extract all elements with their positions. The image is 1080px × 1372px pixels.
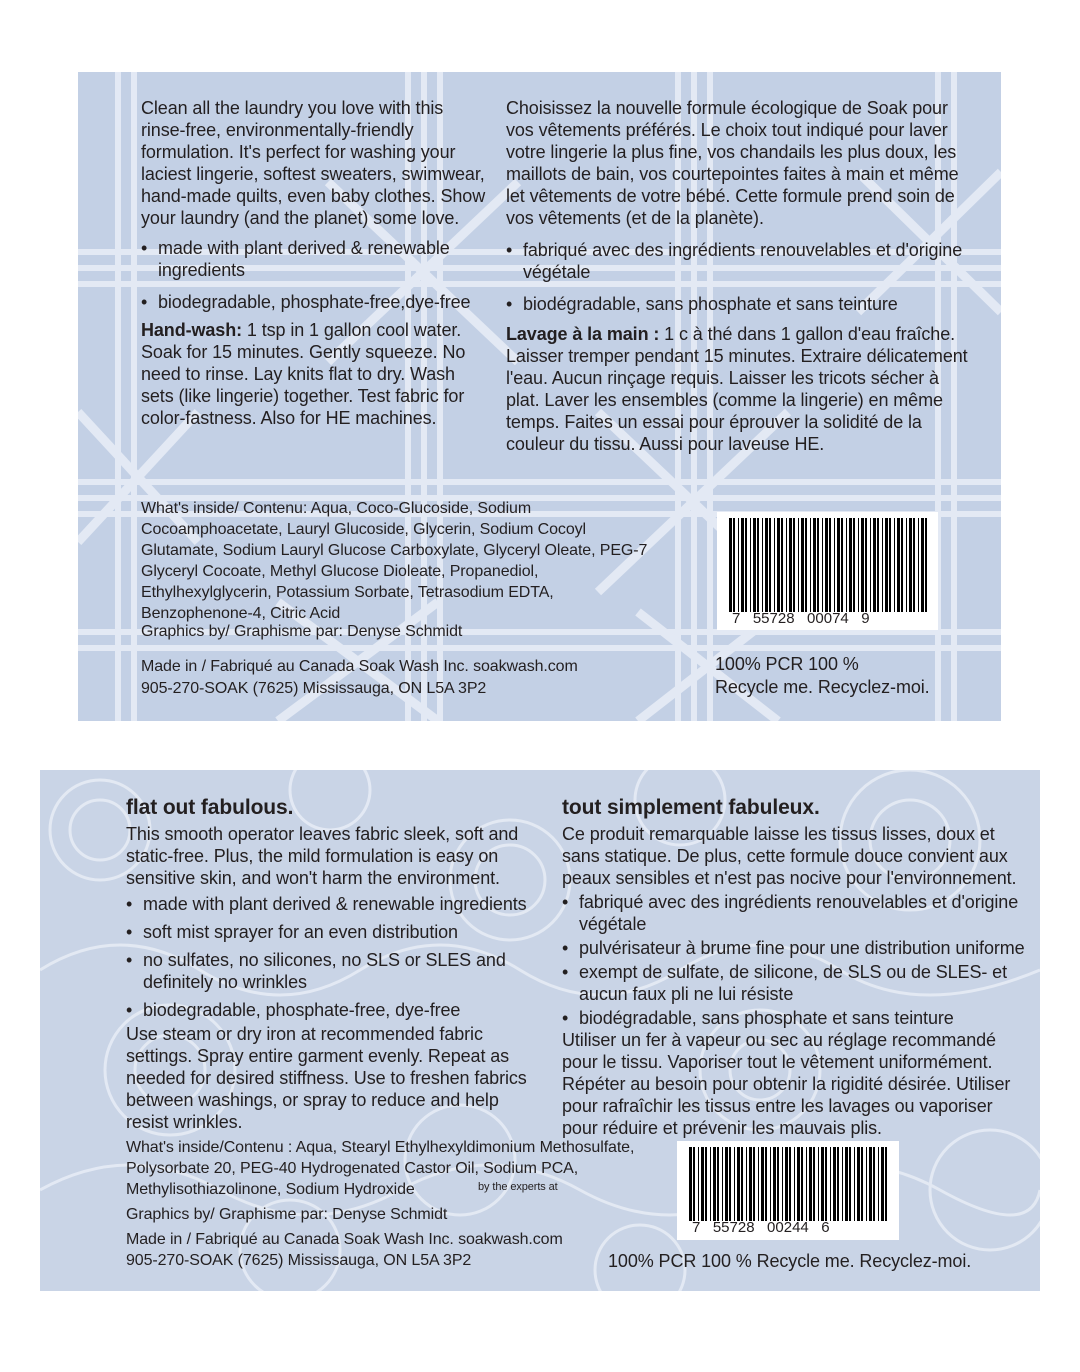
list-item: • biodégradable, sans phosphate et sans teinture <box>506 293 976 315</box>
barcode-bar <box>801 518 804 612</box>
intro-text-fr: Ce produit remarquable laisse les tissus lisses, doux et sans statique. De plus, cette formule douce convient aux peaux sensibles et n'est pas nocive pour l'environnement. <box>562 824 1017 888</box>
barcode-bar <box>897 518 900 612</box>
barcode-bar <box>749 1147 752 1221</box>
barcode-bar <box>797 1147 800 1221</box>
barcode-bar <box>921 518 924 612</box>
usage-instructions: Use steam or dry iron at recommended fabric settings. Spray entire garment evenly. Repeat as needed for desired stiffness. Use to freshen fabrics between washings, or spray to reduce and help resist wrinkles. <box>126 1024 527 1132</box>
barcode-bar <box>837 1147 839 1221</box>
barcode-bar <box>745 518 747 612</box>
pcr-recycle-text: 100% PCR 100 % Recycle me. Recyclez-moi. <box>608 1251 972 1271</box>
barcode-bar <box>806 1147 807 1221</box>
experts-text: by the experts at <box>478 1181 558 1193</box>
list-item: • pulvérisateur à brume fine pour une distribution uniforme <box>562 937 1032 959</box>
barcode <box>677 1141 899 1240</box>
english-description <box>141 97 486 429</box>
barcode-bar <box>901 518 903 612</box>
graphics-credit: Graphics by/ Graphisme par: Denyse Schmidt <box>141 623 463 640</box>
barcode-bar <box>825 1147 827 1221</box>
barcode-bar <box>762 518 763 612</box>
list-item: • soft mist sprayer for an even distribution <box>126 921 546 943</box>
barcode-bar <box>774 518 775 612</box>
barcode-bar <box>878 1147 879 1221</box>
barcode-bar <box>854 1147 855 1221</box>
list-item: • fabriqué avec des ingrédients renouvelables et d'origine végétale <box>562 891 1032 935</box>
barcode-bar <box>769 518 771 612</box>
feature-list <box>126 893 546 1021</box>
barcode-bar <box>753 518 756 612</box>
barcode-bar <box>858 518 859 612</box>
barcode-bar <box>861 1147 863 1221</box>
barcode-bar <box>798 518 799 612</box>
barcode-bar <box>842 1147 843 1221</box>
barcode-bar <box>689 1147 692 1221</box>
barcode-bar <box>853 518 855 612</box>
barcode-bar <box>833 1147 836 1221</box>
recycle-text: Recycle me. Recyclez-moi. <box>715 677 930 697</box>
barcode-bar <box>861 518 864 612</box>
barcode-bar <box>789 518 792 612</box>
barcode-digits: 7 55728 00244 6 <box>692 1219 830 1236</box>
barcode-bar <box>810 518 811 612</box>
barcode-bar <box>913 518 915 612</box>
made-in-info: Made in / Fabriqué au Canada Soak Wash Inc. soakwash.com <box>141 658 578 675</box>
barcode-bar <box>885 1147 887 1221</box>
barcode-bar <box>821 1147 824 1221</box>
product-label-flatter <box>40 770 1040 1291</box>
barcode-bar <box>717 1147 719 1221</box>
list-item: • made with plant derived & renewable ingredients <box>126 893 546 915</box>
barcode-bar <box>801 1147 803 1221</box>
barcode-bar <box>881 1147 884 1221</box>
barcode-bar <box>857 1147 860 1221</box>
feature-list-fr <box>506 239 976 315</box>
barcode-bar <box>834 518 835 612</box>
barcode-bar <box>705 1147 707 1221</box>
english-title: flat out fabulous. <box>126 796 294 819</box>
barcode <box>717 512 938 630</box>
barcode-bar <box>738 518 739 612</box>
ingredients-list: What's inside/Contenu : Aqua, Stearyl Ethylhexyldimonium Methosulfate, Polysorbate 20, PEG-40 Hydrogenated Castor Oil, Sodium PCA, Methylisothiazolinone, Sodium Hydroxide <box>126 1139 635 1198</box>
list-item: • made with plant derived & renewable ingredients <box>141 237 486 281</box>
barcode-bar <box>741 518 744 612</box>
barcode-digits: 7 55728 00074 9 <box>732 610 870 627</box>
barcode-bar <box>809 1147 812 1221</box>
list-item: • biodegradable, phosphate-free, dye-free <box>126 999 546 1021</box>
barcode-bar <box>909 518 912 612</box>
barcode-bar <box>841 518 843 612</box>
barcode-bar <box>746 1147 747 1221</box>
barcode-bar <box>830 1147 831 1221</box>
barcode-bar <box>894 518 895 612</box>
product-label-soak <box>78 72 1001 721</box>
barcode-bar <box>750 518 751 612</box>
barcode-bar <box>729 518 732 612</box>
barcode-bar <box>786 518 787 612</box>
barcode-bar <box>725 1147 728 1221</box>
barcode-bar <box>693 1147 695 1221</box>
list-item: • no sulfates, no silicones, no SLS or SLES and definitely no wrinkles <box>126 949 546 993</box>
list-item: • biodegradable, phosphate-free,dye-free <box>141 291 486 313</box>
pcr-text: 100% PCR 100 % <box>715 654 859 674</box>
barcode-bar <box>805 518 807 612</box>
hand-wash-text: 1 tsp in 1 gallon cool water. Soak for 15 minutes. Gently squeeze. No need to rinse. Lay knits flat to dry. Wash sets (like lingerie) together. Test fabric for color-fastness. Also for HE machines. <box>141 320 466 428</box>
barcode-bar <box>777 1147 779 1221</box>
barcode-bar <box>765 518 768 612</box>
hand-wash-instructions-fr <box>506 323 976 455</box>
made-in-info: Made in / Fabriqué au Canada Soak Wash Inc. soakwash.com <box>126 1231 563 1248</box>
barcode-bar <box>698 1147 699 1221</box>
french-description <box>506 97 976 455</box>
barcode-bar <box>845 1147 848 1221</box>
barcode-bar <box>757 518 759 612</box>
barcode-bar <box>813 518 816 612</box>
barcode-bar <box>741 1147 743 1221</box>
barcode-bar <box>793 518 795 612</box>
barcode-bars <box>717 512 938 612</box>
barcode-bar <box>918 518 919 612</box>
barcode-bar <box>782 1147 783 1221</box>
barcode-bar <box>846 518 847 612</box>
barcode-bar <box>873 518 876 612</box>
hand-wash-text-fr: 1 c à thé dans 1 gallon d'eau fraîche. Laisser tremper pendant 15 minutes. Extraire délicatement l'eau. Aucun rinçage requis. Laisser les tricots sécher à plat. Laver les ensembles (comme la lingerie) en même temps. Faites un essai pour éprouver la solidité de la couleur du tissu. Aussi pour laveuse HE. <box>506 324 968 454</box>
barcode-bar <box>785 1147 788 1221</box>
hand-wash-label: Hand-wash: <box>141 320 243 340</box>
barcode-bar <box>758 1147 759 1221</box>
barcode-bar <box>713 1147 716 1221</box>
feature-list-fr <box>562 891 1032 1029</box>
barcode-bar <box>729 1147 731 1221</box>
barcode-bar <box>925 518 927 612</box>
barcode-bar <box>761 1147 764 1221</box>
barcode-bar <box>722 1147 723 1221</box>
barcode-bar <box>813 1147 815 1221</box>
barcode-bar <box>889 518 891 612</box>
phone-address: 905-270-SOAK (7625) Mississauga, ON L5A 3P2 <box>126 1252 472 1269</box>
barcode-bar <box>837 518 840 612</box>
barcode-bar <box>701 1147 704 1221</box>
barcode-bar <box>710 1147 711 1221</box>
barcode-bar <box>773 1147 776 1221</box>
barcode-bar <box>753 1147 755 1221</box>
barcode-bar <box>866 1147 867 1221</box>
intro-text: Clean all the laundry you love with this rinse-free, environmentally-friendly formulation. It's perfect for washing your laciest lingerie, softest sweaters, swimwear, hand-made quilts, even baby clothes. Show your laundry (and the planet) some love. <box>141 98 486 228</box>
intro-text: This smooth operator leaves fabric sleek, soft and static-free. Plus, the mild formulation is easy on sensitive skin, and won't harm the environment. <box>126 824 519 888</box>
feature-list <box>141 237 486 313</box>
barcode-bar <box>825 518 828 612</box>
barcode-bar <box>849 1147 851 1221</box>
hand-wash-instructions <box>141 319 486 429</box>
hand-wash-label-fr: Lavage à la main : <box>506 324 660 344</box>
list-item: • fabriqué avec des ingrédients renouvelables et d'origine végétale <box>506 239 976 283</box>
barcode-bar <box>885 518 888 612</box>
intro-text-fr: Choisissez la nouvelle formule écologique de Soak pour vos vêtements préférés. Le choix tout indiqué pour laver votre lingerie la plus fine, vos chandails les plus doux, les maillots de bain, vos courtepointes faites à main et même let vêtements de votre bébé. Cette formule prend soin de vos vêtements (et de la planète). <box>506 98 959 228</box>
graphics-credit: Graphics by/ Graphisme par: Denyse Schmidt <box>126 1206 448 1223</box>
list-item: • biodégradable, sans phosphate et sans teinture <box>562 1007 1032 1029</box>
barcode-bar <box>849 518 852 612</box>
list-item: • exempt de sulfate, de silicone, de SLS ou de SLES- et aucun faux pli ne lui résiste <box>562 961 1032 1005</box>
barcode-bar <box>906 518 907 612</box>
barcode-bar <box>829 518 831 612</box>
barcode-bar <box>822 518 823 612</box>
barcode-bar <box>794 1147 795 1221</box>
barcode-bar <box>781 518 783 612</box>
barcode-bar <box>765 1147 767 1221</box>
barcode-bar <box>789 1147 791 1221</box>
barcode-bar <box>770 1147 771 1221</box>
barcode-bar <box>777 518 780 612</box>
barcode-bar <box>865 518 867 612</box>
french-title: tout simplement fabuleux. <box>562 796 820 819</box>
barcode-bar <box>737 1147 740 1221</box>
english-description <box>126 795 546 1133</box>
phone-address: 905-270-SOAK (7625) Mississauga, ON L5A 3P2 <box>141 680 487 697</box>
barcode-bar <box>817 518 819 612</box>
barcode-bar <box>733 518 735 612</box>
ingredients-list: What's inside/ Contenu: Aqua, Coco-Glucoside, Sodium Cocoamphoacetate, Lauryl Glucoside, Glycerin, Sodium Cocoyl Glutamate, Sodium Lauryl Glucose Carboxylate, Glyceryl Oleate, PEG-7 Glyceryl Cocoate, Methyl Glucose Dioleate, Propanediol, Ethylhexylglycerin, Potassium Sorbate, Tetrasodium EDTA, Benzophenone-4, Citric Acid <box>141 500 648 622</box>
usage-instructions-fr: Utiliser un fer à vapeur ou sec au réglage recommandé pour le tissu. Vaporiser tout le vêtement uniformément. Répéter au besoin pour obtenir la rigidité désirée. Utiliser pour rafraîchir les tissus entre les lavages ou vaporiser pour réduire et prévenir les mauvais plis. <box>562 1030 1011 1138</box>
barcode-bar <box>873 1147 875 1221</box>
barcode-bar <box>869 1147 872 1221</box>
barcode-bar <box>870 518 871 612</box>
french-description <box>562 795 1032 1139</box>
barcode-bar <box>734 1147 735 1221</box>
barcode-bar <box>877 518 879 612</box>
barcode-bar <box>882 518 883 612</box>
barcode-bars <box>677 1141 899 1221</box>
barcode-bar <box>818 1147 819 1221</box>
